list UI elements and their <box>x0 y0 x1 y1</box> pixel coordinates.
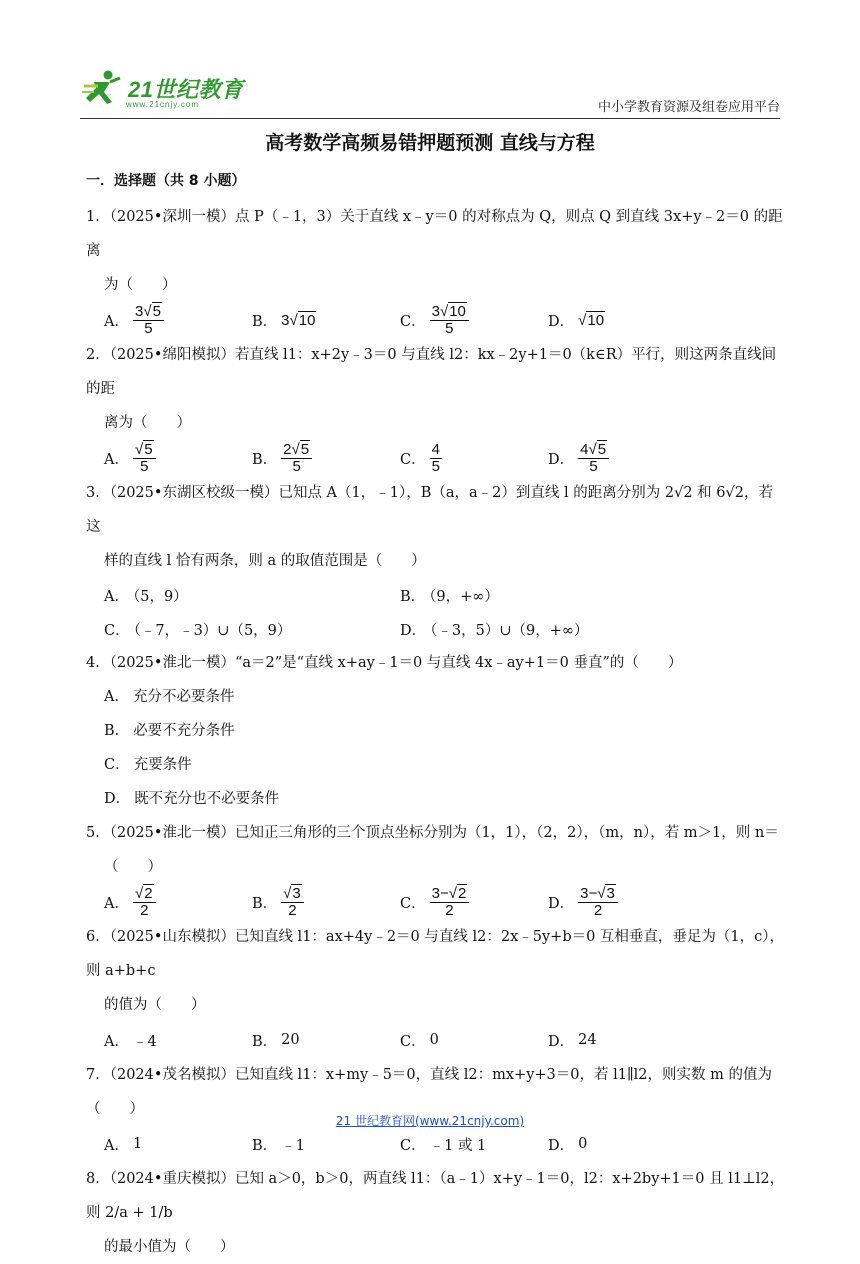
option-d[interactable]: D． $\frac{4√5}{5}$ <box>548 442 696 475</box>
question-text-cont: 样的直线 l 恰有两条，则 a 的取值范围是（ ） <box>104 553 426 569</box>
question-text-cont: 为（ ） <box>104 277 177 293</box>
options <box>86 440 786 476</box>
option-a[interactable]: A． $\frac{√2}{2}$ <box>104 886 252 919</box>
options <box>86 612 786 646</box>
option-a[interactable]: A． 1 <box>104 1136 143 1154</box>
page-title: 高考数学高频易错押题预测 直线与方程 <box>265 132 595 154</box>
question-text-cont: 离为（ ） <box>104 415 191 431</box>
question-text: 1．（2025•深圳一模）点 P（﹣1，3）关于直线 x﹣y＝0 的对称点为 Q，则点 Q 到直线 3x+y﹣2＝0 的距离 <box>86 209 783 259</box>
option-b[interactable]: B． $\frac{√3}{2}$ <box>252 886 400 919</box>
option-a[interactable]: A． $\frac{√5}{5}$ <box>104 442 252 475</box>
question-6 <box>86 920 786 1058</box>
option-c[interactable]: C． $\frac{3-√2}{2}$ <box>400 886 548 919</box>
question-8 <box>86 1162 786 1264</box>
question-text: 4．（2025•淮北一模）“a＝2”是“直线 x+ay﹣1＝0 与直线 4x﹣ay+1＝0 垂直”的（ ） <box>86 655 683 671</box>
section-heading: 一．选择题（共 8 小题） <box>86 173 246 189</box>
option-d[interactable]: D． 既不充分也不必要条件 <box>104 791 280 807</box>
question-2 <box>86 338 786 476</box>
question-text: 6．（2025•山东模拟）已知直线 l1：ax+4y﹣2＝0 与直线 l2：2x﹣5y+b＝0 互相垂直，垂足为（1，c），则 a+b+c <box>86 929 785 979</box>
option-d[interactable]: D． $\frac{3-√3}{2}$ <box>548 886 696 919</box>
option-a[interactable]: A． $\frac{3√5}{5}$ <box>104 304 252 337</box>
option-a[interactable]: A． ﹣4 <box>104 1033 157 1050</box>
question-7 <box>86 1058 786 1162</box>
options <box>86 884 786 920</box>
option-c[interactable]: C． 充要条件 <box>104 757 192 773</box>
options <box>86 1126 786 1162</box>
option-c[interactable]: C． $\frac{4}{5}$ <box>400 440 440 475</box>
options <box>86 302 786 338</box>
option-c[interactable]: C． $\frac{3√10}{5}$ <box>400 304 548 337</box>
options <box>86 578 786 612</box>
page-header <box>80 62 780 122</box>
question-text: 3．（2025•东湖区校级一模）已知点 A（1，﹣1），B（a，a﹣2）到直线 l 的距离分别为 2√2 和 6√2，若这 <box>86 485 773 535</box>
question-3 <box>86 476 786 646</box>
option-b[interactable]: B． 必要不充分条件 <box>104 723 235 739</box>
option-b[interactable]: B． 3√10 <box>252 311 316 330</box>
question-text: 8．（2024•重庆模拟）已知 a＞0，b＞0，两直线 l1：（a﹣1）x+y﹣1＝0，l2：x+2by+1＝0 且 l1⊥l2，则 2/a + 1/b <box>86 1171 785 1221</box>
option-d[interactable]: D． √10 <box>548 311 605 330</box>
option-a[interactable]: A． （5，9） <box>104 588 188 605</box>
option-c[interactable]: C． ﹣1 或 1 <box>400 1137 487 1154</box>
question-1 <box>86 200 786 338</box>
question-text: 2．（2025•绵阳模拟）若直线 l1：x+2y﹣3＝0 与直线 l2：kx﹣2y+1＝0（k∈R）平行，则这两条直线间的距 <box>86 347 777 397</box>
options <box>86 1022 786 1058</box>
logo-text: 21世纪教育 <box>128 76 244 102</box>
footer-link[interactable]: 21 世纪教育网(www.21cnjy.com) <box>335 1114 525 1128</box>
question-text: 7．（2024•茂名模拟）已知直线 l1：x+my﹣5＝0，直线 l2：mx+y+3＝0，若 l1∥l2，则实数 m 的值为（ ） <box>86 1067 772 1117</box>
option-c[interactable]: C． 0 <box>400 1032 439 1050</box>
question-text-cont: 的最小值为（ ） <box>104 1239 235 1255</box>
option-d[interactable]: D． 0 <box>548 1136 588 1154</box>
header-divider <box>80 118 780 119</box>
runner-logo-icon <box>80 68 124 108</box>
option-b[interactable]: B． 20 <box>252 1032 300 1050</box>
question-5 <box>86 816 786 920</box>
question-text-cont: 的值为（ ） <box>104 997 206 1013</box>
question-4 <box>86 646 786 816</box>
logo-url: www.21cnjy.com <box>126 100 199 109</box>
platform-label: 中小学教育资源及组卷应用平台 <box>597 100 780 115</box>
option-c[interactable]: C． （﹣7，﹣3）∪（5，9） <box>104 622 292 639</box>
question-text-cont: （ ） <box>104 859 162 875</box>
option-d[interactable]: D． 24 <box>548 1032 597 1050</box>
question-list <box>86 170 786 1264</box>
option-b[interactable]: B． （9，+∞） <box>400 588 499 605</box>
question-text: 5．（2025•淮北一模）已知正三角形的三个顶点坐标分别为（1，1），（2，2），（m，n），若 m＞1，则 n＝ <box>86 825 779 841</box>
option-b[interactable]: B． $\frac{2√5}{5}$ <box>252 442 400 475</box>
option-d[interactable]: D． （﹣3，5）∪（9，+∞） <box>400 622 589 639</box>
option-a[interactable]: A． 充分不必要条件 <box>104 689 235 705</box>
option-b[interactable]: B． ﹣1 <box>252 1137 305 1154</box>
